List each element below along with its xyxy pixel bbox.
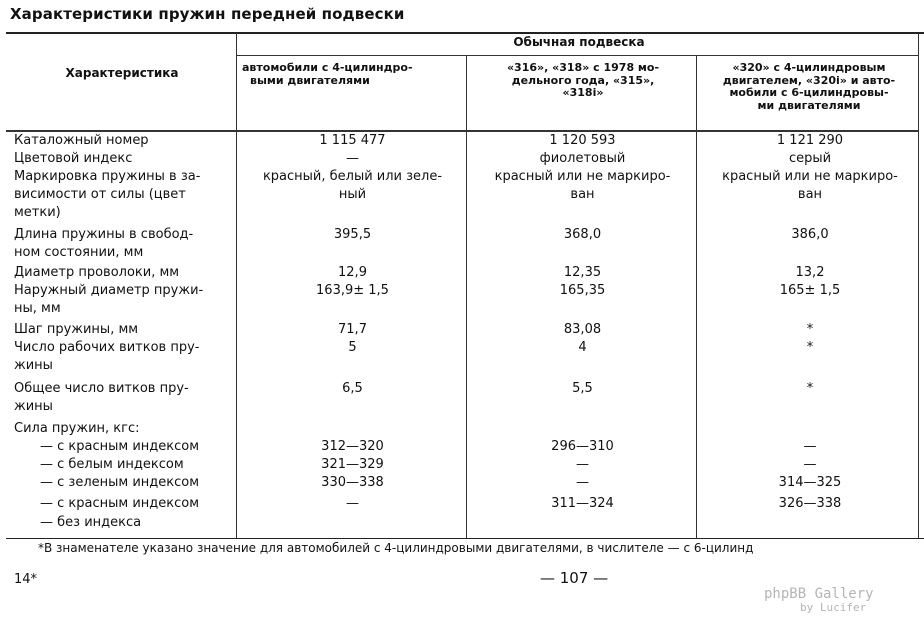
cell: 311—324 — [551, 496, 614, 511]
cell: 368,0 — [563, 227, 602, 242]
cell: красный или не маркиро- — [494, 169, 671, 184]
cell: 1 120 593 — [549, 133, 616, 148]
cell: ван — [797, 187, 823, 202]
cell: ный — [338, 187, 367, 202]
cell: 163,9± 1,5 — [316, 283, 389, 298]
row-label: ны, мм — [14, 301, 61, 316]
cell: 330—338 — [321, 475, 384, 490]
cell: * — [806, 340, 814, 355]
cell: — — [803, 457, 817, 472]
cell: * — [806, 322, 814, 337]
page-title: Характеристики пружин передней подвески — [10, 5, 405, 23]
cell: 386,0 — [791, 227, 829, 242]
cell: 1 115 477 — [319, 133, 386, 148]
row-label: — с белым индексом — [40, 457, 184, 472]
header-characteristic: Характеристика — [65, 66, 179, 80]
cell: 395,5 — [333, 227, 372, 242]
watermark-byline: by Lucifer — [800, 601, 867, 614]
row-label: — с красным индексом — [40, 439, 200, 454]
row-label: Маркировка пружины в за- — [14, 169, 201, 184]
cell: 5,5 — [572, 381, 593, 396]
cell: ван — [570, 187, 595, 202]
cell: фиолетовый — [539, 151, 626, 166]
cell: 83,08 — [563, 322, 602, 337]
cell: — — [576, 457, 589, 472]
cell: — — [346, 496, 359, 511]
cell: серый — [788, 151, 832, 166]
cell: 1 121 290 — [776, 133, 844, 148]
cell: 321—329 — [321, 457, 384, 472]
col-divider — [236, 33, 237, 538]
page-marker: 14* — [14, 572, 38, 587]
header-col2: «316», «318» с 1978 мо- дельного года, «315», «318i» — [506, 61, 660, 99]
row-divider — [236, 55, 918, 56]
cell: 12,9 — [338, 265, 367, 280]
row-label: Общее число витков пру- — [14, 381, 189, 396]
cell: 314—325 — [778, 475, 842, 490]
row-label: Каталожный номер — [14, 133, 149, 148]
col-divider — [696, 55, 697, 538]
row-label: Цветовой индекс — [14, 151, 133, 166]
cell: — — [576, 475, 589, 490]
header-col3: «320» с 4-цилиндровым двигателем, «320i» и авто- мобили с 6-цилиндровы- ми двигателями — [722, 61, 896, 112]
cell: 13,2 — [795, 265, 825, 280]
cell: 5 — [348, 340, 357, 355]
page-number: — 107 — — [540, 569, 609, 587]
cell: красный, белый или зеле- — [262, 169, 443, 184]
row-label: висимости от силы (цвет — [14, 187, 186, 202]
col-divider — [466, 55, 467, 538]
cell: 12,35 — [563, 265, 602, 280]
row-label: жины — [14, 399, 53, 414]
row-label: ном состоянии, мм — [14, 245, 144, 260]
cell: 312—320 — [321, 439, 384, 454]
row-label: метки) — [14, 205, 61, 220]
row-label: — с зеленым индексом — [40, 475, 200, 490]
row-label: жины — [14, 358, 53, 373]
header-col1: автомобили с 4-цилиндро- выми двигателями — [242, 61, 413, 87]
watermark: phpBB Gallery — [764, 586, 874, 602]
cell: 165± 1,5 — [779, 283, 841, 298]
cell: 165,35 — [559, 283, 606, 298]
cell: — — [346, 151, 359, 166]
cell: красный или не маркиро- — [722, 169, 898, 184]
row-label: Диаметр проволоки, мм — [14, 265, 180, 280]
row-label: Число рабочих витков пру- — [14, 340, 200, 355]
cell: 296—310 — [551, 439, 614, 454]
row-label: — без индекса — [40, 515, 142, 530]
cell: 4 — [578, 340, 587, 355]
cell: 326—338 — [778, 496, 842, 511]
row-label: Длина пружины в свобод- — [14, 227, 194, 242]
cell: 6,5 — [342, 381, 363, 396]
row-label: Наружный диаметр пружи- — [14, 283, 204, 298]
cell: — — [803, 439, 817, 454]
row-label: Шаг пружины, мм — [14, 322, 139, 337]
cell: 71,7 — [338, 322, 367, 337]
row-label: — с красным индексом — [40, 496, 200, 511]
header-group: Обычная подвеска — [513, 35, 645, 49]
footnote: *В знаменателе указано значение для автомобилей с 4-цилиндровыми двигателями, в числителе — с 6-цилинд — [38, 541, 754, 555]
row-label: Сила пружин, кгс: — [14, 421, 140, 436]
cell: * — [806, 381, 814, 396]
